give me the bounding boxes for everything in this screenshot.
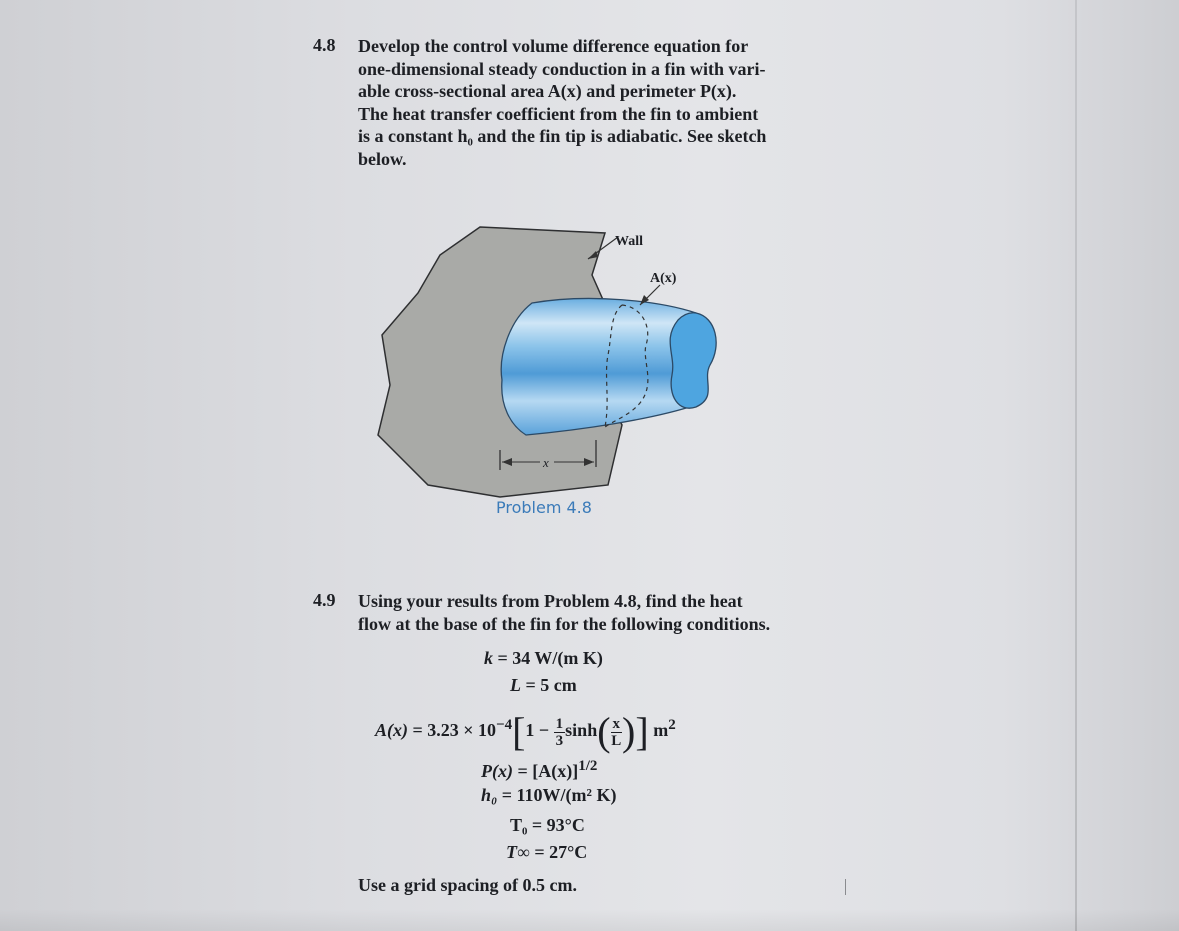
condition-k — [484, 648, 603, 669]
fin-end-face — [670, 313, 716, 408]
A-unit-exponent: 2 — [668, 717, 676, 734]
Tinf-symbol: T∞ — [506, 842, 530, 862]
A-one-minus: 1 − — [525, 720, 550, 741]
k-value: = 34 W/(m K) — [497, 648, 603, 668]
P-exponent: 1/2 — [578, 758, 598, 774]
wall-label: Wall — [615, 234, 644, 249]
margin-mark — [845, 879, 846, 895]
h-value: = 110W/(m² K) — [501, 785, 617, 805]
condition-Tinf — [506, 842, 587, 863]
P-symbol: P(x) — [481, 761, 513, 781]
problem-4-8-text: Develop the control volume difference equation for one-dimensional steady conduction in a fin with vari- able cross-sectional area A(x) and perimeter P(x). The heat transfer coefficient from the fin to ambient is a constant h₀ and the fin tip is adiabatic. See sketch below. — [358, 36, 767, 169]
fin-body — [501, 298, 696, 435]
T0-value: = 93°C — [531, 815, 585, 835]
x-label: x — [543, 455, 549, 470]
condition-T0 — [510, 815, 585, 836]
open-bracket: [ — [512, 709, 526, 754]
P-value: = [A(x)] — [517, 761, 579, 781]
A-coefficient: = 3.23 × 10 — [412, 720, 497, 741]
fin-figure — [360, 215, 780, 525]
close-bracket: ] — [635, 709, 649, 754]
page-fold-line — [1075, 0, 1077, 931]
condition-P — [481, 758, 597, 782]
figure-caption: Problem 4.8 — [496, 498, 592, 517]
fin-sketch — [360, 215, 780, 525]
problem-4-9-text: Using your results from Problem 4.8, find the heat flow at the base of the fin for the following conditions. — [358, 591, 771, 634]
Tinf-value: = 27°C — [534, 842, 588, 862]
condition-L — [510, 675, 577, 696]
sinh-function: sinh — [565, 720, 598, 741]
problem-4-8-number: 4.8 — [313, 35, 336, 55]
A-unit: m — [653, 720, 669, 741]
L-value: = 5 cm — [525, 675, 577, 695]
condition-h — [481, 785, 616, 806]
k-symbol: k — [484, 648, 493, 668]
problem-4-9-number: 4.9 — [313, 590, 336, 610]
A-exponent: −4 — [496, 717, 513, 734]
h-symbol: h₀ — [481, 785, 498, 805]
one-third-fraction: $\frac{1}{3}$ — [555, 715, 564, 749]
condition-A: $A(x) = 3.23 \times 10^{-4}[1$ − $\frac{1}{3}$ sinh( $\frac{x}{L}$ )] $m^2$ — [375, 709, 676, 754]
page-shadow — [0, 909, 1179, 931]
x-over-L-fraction: $\frac{x}{L}$ — [611, 715, 622, 749]
T0-symbol: T₀ — [510, 815, 528, 835]
A-symbol: A(x) — [375, 720, 408, 741]
area-label: A(x) — [650, 271, 677, 286]
grid-spacing-note: Use a grid spacing of 0.5 cm. — [358, 875, 577, 895]
L-symbol: L — [510, 675, 521, 695]
